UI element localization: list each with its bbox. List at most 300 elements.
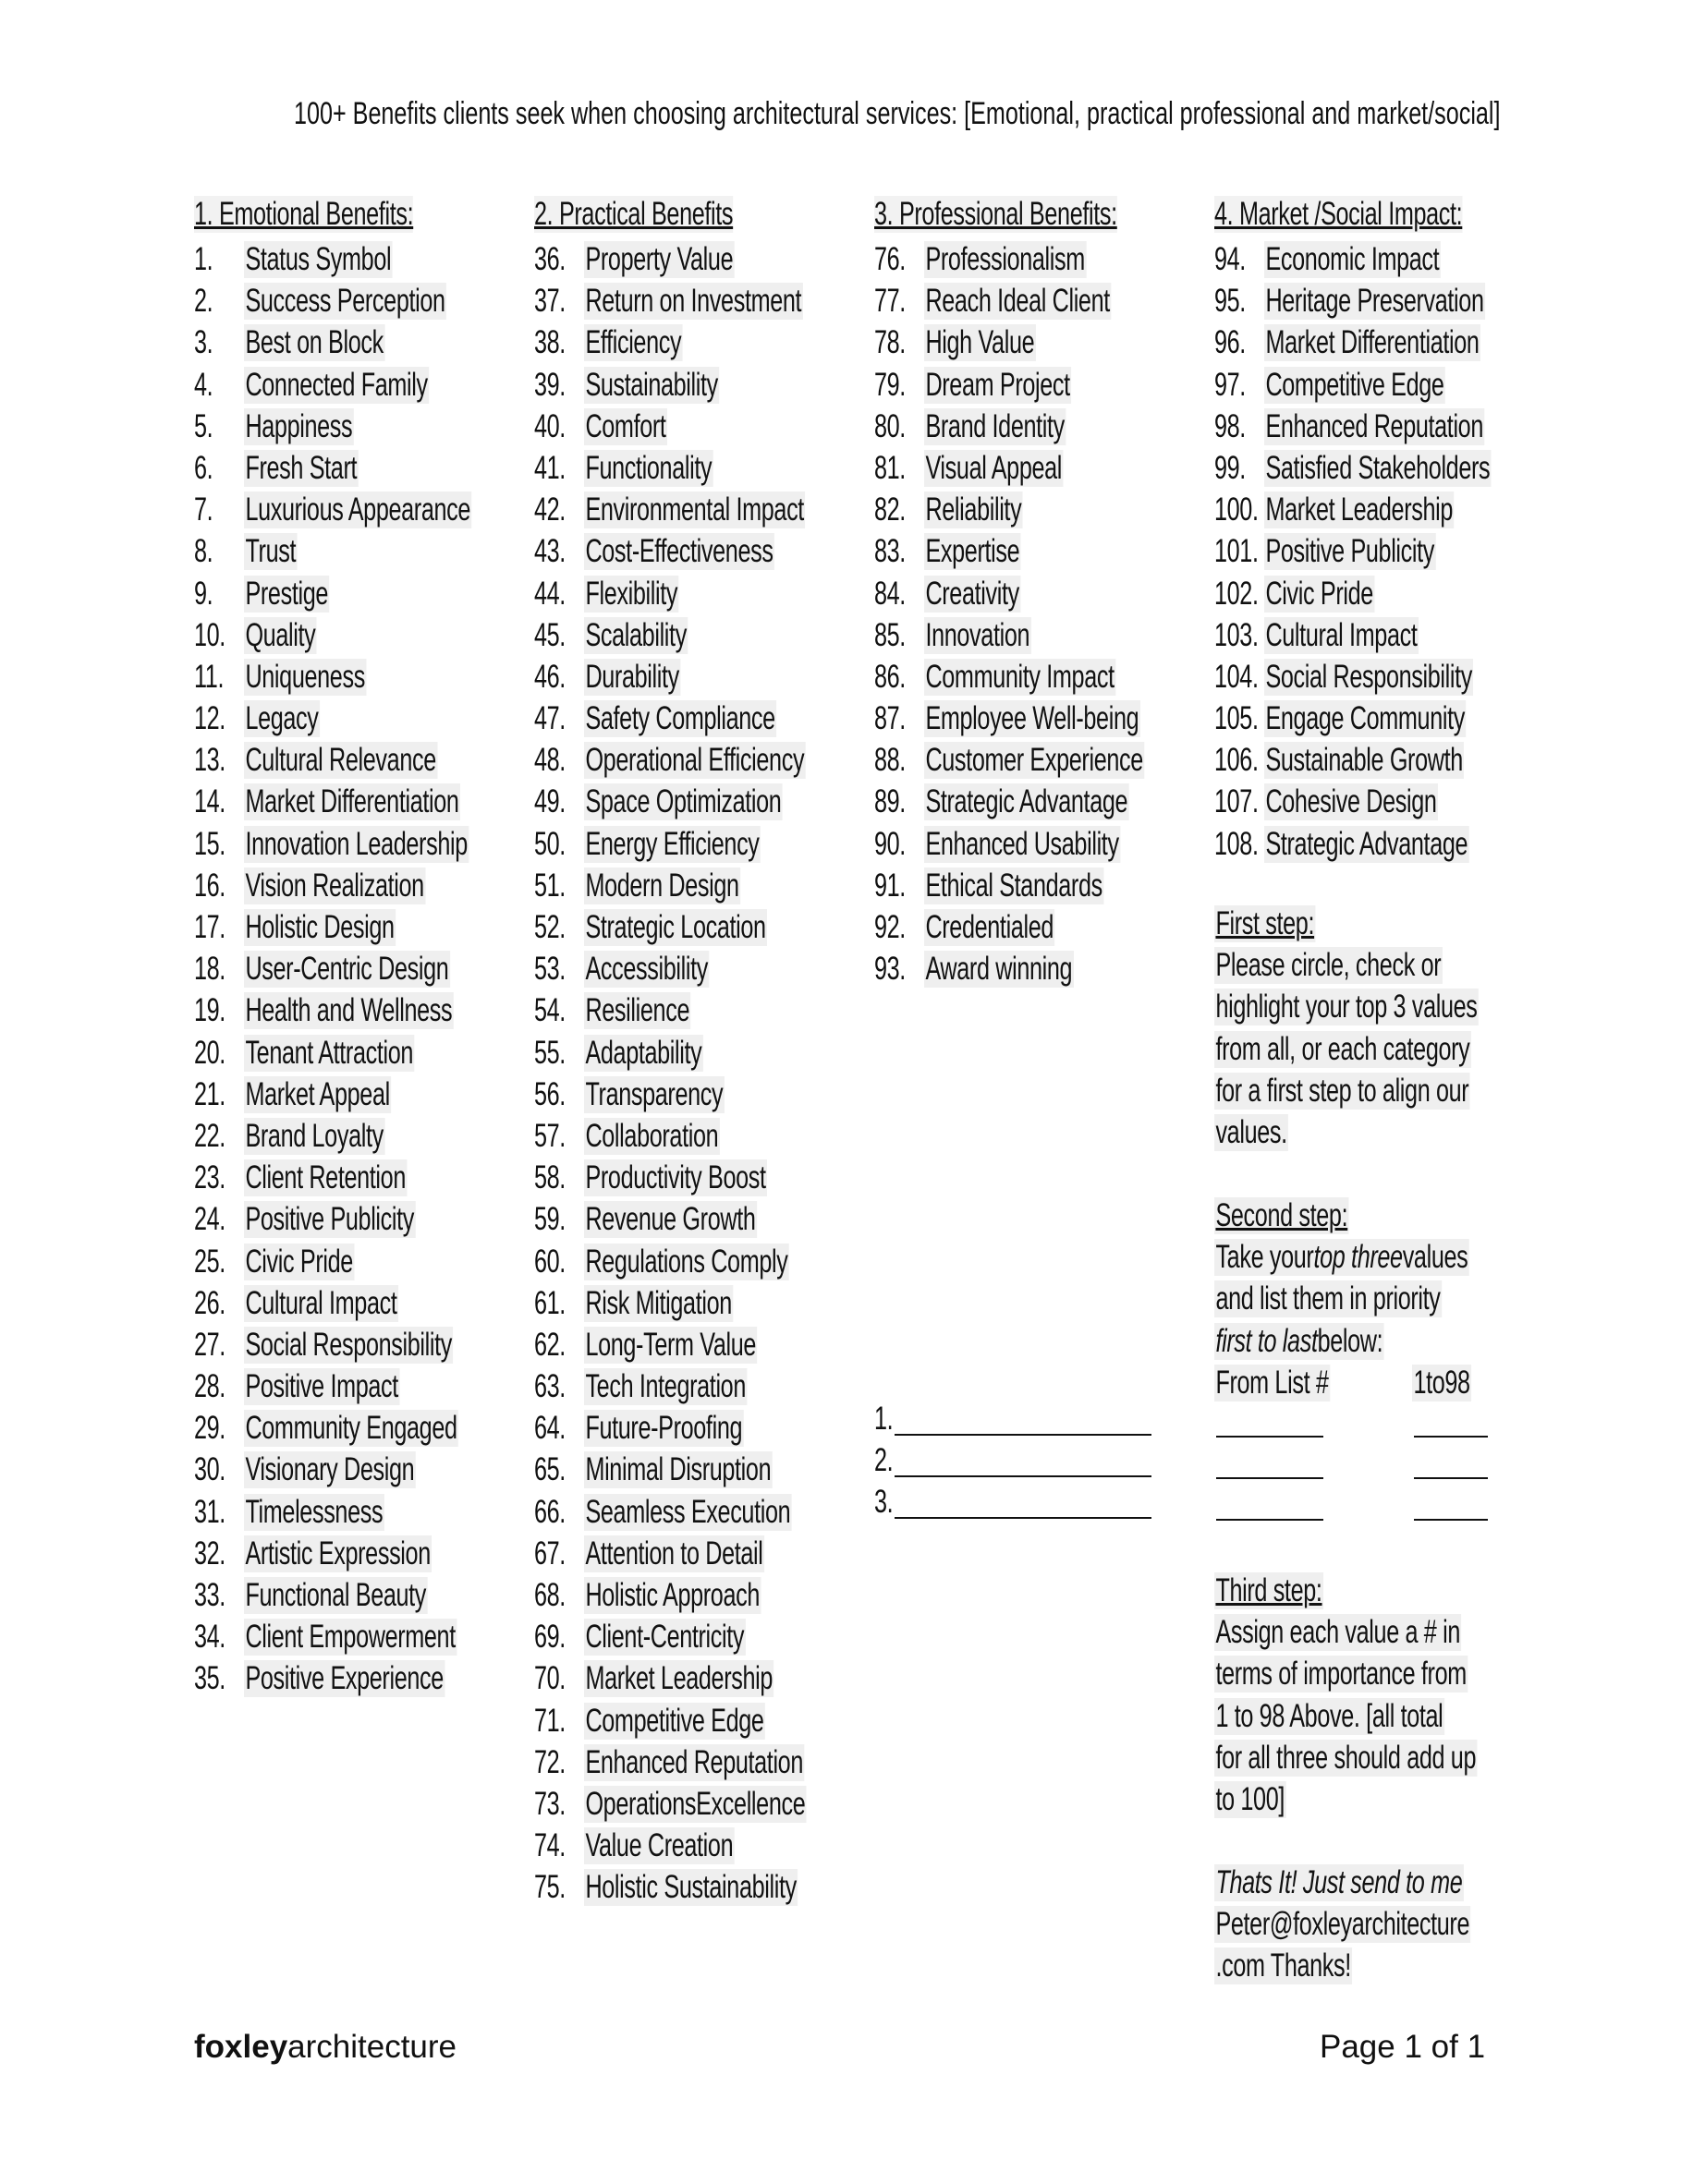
item-number: 59. (534, 1201, 566, 1238)
item-label: Minimal Disruption (585, 1451, 772, 1488)
item-number: 81. (874, 449, 906, 486)
item-label: Best on Block (245, 324, 384, 361)
item-label: Functionality (585, 449, 713, 486)
second-step-heading: Second step: (1215, 1197, 1348, 1233)
list-item (874, 822, 1188, 864)
item-label: Award winning (925, 951, 1073, 988)
item-number: 83. (874, 533, 906, 570)
item-number: 61. (534, 1284, 566, 1321)
item-label: Strategic Advantage (925, 783, 1128, 820)
email-link[interactable]: Peter@foxleyarchitecture (1215, 1906, 1470, 1943)
item-label: Market Appeal (245, 1075, 390, 1112)
list-item (874, 488, 1188, 529)
list-item (194, 780, 508, 821)
list-item (534, 738, 848, 780)
priority-blank-2[interactable] (874, 1442, 1151, 1483)
list-item (534, 529, 848, 571)
list-item (194, 321, 508, 362)
item-number: 8. (194, 533, 213, 570)
list-item (534, 363, 848, 405)
item-number: 7. (194, 491, 213, 528)
item-number: 86. (874, 658, 906, 695)
list-item (194, 279, 508, 321)
list-item (1214, 780, 1529, 821)
column-heading-text: 3. Professional Benefits: (874, 196, 1117, 232)
item-number: 35. (194, 1660, 225, 1697)
column-heading (194, 196, 508, 237)
item-label: Future-Proofing (585, 1410, 743, 1447)
list-item (534, 1741, 848, 1782)
item-number: 36. (534, 241, 566, 277)
list-item (534, 1323, 848, 1365)
item-label: Reach Ideal Client (925, 283, 1110, 320)
list-item (534, 1031, 848, 1073)
list-item (194, 1197, 508, 1239)
item-label: Engage Community (1265, 700, 1466, 737)
item-label: Cultural Impact (1265, 616, 1418, 653)
item-label: Legacy (245, 700, 319, 737)
list-item (534, 1240, 848, 1281)
list-item (534, 655, 848, 697)
item-number: 65. (534, 1451, 566, 1488)
item-number: 38. (534, 324, 566, 361)
list-item (194, 1532, 508, 1573)
item-number: 99. (1214, 449, 1246, 486)
rank-blank[interactable] (1414, 1477, 1488, 1479)
first-step-line: values. (1215, 1113, 1287, 1150)
column-market-social-impact (1214, 196, 1529, 864)
list-item (1214, 822, 1529, 864)
list-item (874, 864, 1188, 905)
item-label: Heritage Preservation (1265, 283, 1484, 320)
item-label: Dream Project (925, 366, 1070, 403)
priority-blank-3[interactable] (874, 1484, 1151, 1524)
list-item (194, 1573, 508, 1615)
item-label: Employee Well-being (925, 700, 1139, 737)
item-label: Tenant Attraction (245, 1034, 414, 1071)
item-number: 66. (534, 1493, 566, 1530)
list-item (1214, 237, 1529, 279)
item-number: 85. (874, 616, 906, 653)
brand-logo (194, 2029, 457, 2066)
list-item (534, 1865, 848, 1907)
item-label: Regulations Comply (585, 1243, 788, 1280)
item-number: 63. (534, 1368, 566, 1405)
list-item (534, 780, 848, 821)
item-number: 15. (194, 825, 225, 862)
item-label: Visual Appeal (925, 449, 1063, 486)
list-item (1214, 529, 1529, 571)
item-number: 32. (194, 1535, 225, 1571)
third-step-line: for all three should add up (1215, 1739, 1477, 1776)
item-number: 26. (194, 1284, 225, 1321)
item-number: 31. (194, 1493, 225, 1530)
item-number: 80. (874, 407, 906, 444)
third-step-heading: Third step: (1215, 1572, 1322, 1608)
text-run: values (1402, 1239, 1468, 1276)
item-label: Creativity (925, 575, 1019, 612)
list-item (194, 1490, 508, 1532)
item-label: User-Centric Design (245, 951, 449, 988)
list-item (534, 697, 848, 738)
item-number: 76. (874, 241, 906, 277)
list-item (1214, 697, 1529, 738)
item-number: 95. (1214, 283, 1246, 320)
item-label: Enhanced Reputation (585, 1743, 803, 1780)
list-item (874, 780, 1188, 821)
third-step-line: terms of importance from (1215, 1656, 1467, 1693)
item-label: Comfort (585, 407, 666, 444)
list-item (534, 1615, 848, 1656)
item-label: OperationsExcellence (585, 1785, 806, 1822)
list-item (1214, 363, 1529, 405)
item-label: Holistic Sustainability (585, 1869, 797, 1906)
second-step-line (1214, 1239, 1469, 1276)
item-number: 60. (534, 1243, 566, 1280)
list-item (194, 947, 508, 989)
item-label: Uniqueness (245, 658, 365, 695)
item-label: Credentialed (925, 909, 1054, 945)
item-label: Risk Mitigation (585, 1284, 732, 1321)
list-item (534, 864, 848, 905)
list-item (874, 446, 1188, 488)
list-item (534, 905, 848, 947)
list-item (534, 1824, 848, 1865)
item-label: Positive Publicity (245, 1201, 415, 1238)
item-label: Positive Experience (245, 1660, 444, 1697)
item-number: 3. (194, 324, 213, 361)
list-item (534, 405, 848, 446)
third-step-section (1214, 1572, 1579, 1823)
item-number: 96. (1214, 324, 1246, 361)
item-label: Civic Pride (245, 1243, 353, 1280)
item-number: 34. (194, 1619, 225, 1656)
item-label: Community Engaged (245, 1410, 457, 1447)
item-number: 50. (534, 825, 566, 862)
item-number: 87. (874, 700, 906, 737)
item-number: 56. (534, 1075, 566, 1112)
list-item (534, 1406, 848, 1448)
item-number: 90. (874, 825, 906, 862)
list-item (194, 1615, 508, 1656)
item-label: Social Responsibility (245, 1326, 452, 1363)
item-label: Tech Integration (585, 1368, 747, 1405)
item-number: 104. (1214, 658, 1259, 695)
item-number: 13. (194, 742, 225, 779)
item-number: 4. (194, 366, 213, 403)
first-step-section (1214, 905, 1581, 1156)
item-label: Productivity Boost (585, 1159, 766, 1196)
item-label: Cohesive Design (1265, 783, 1437, 820)
brand-rest: architecture (287, 2029, 457, 2065)
list-item (534, 321, 848, 362)
item-number: 52. (534, 909, 566, 945)
item-label: Efficiency (585, 324, 682, 361)
item-label: Adaptability (585, 1034, 702, 1071)
item-label: Vision Realization (245, 867, 424, 904)
item-number: 10. (194, 616, 225, 653)
item-label: Client Retention (245, 1159, 406, 1196)
item-number: 105. (1214, 700, 1259, 737)
list-item (194, 405, 508, 446)
list-item (874, 947, 1188, 989)
item-number: 40. (534, 407, 566, 444)
item-label: Cultural Relevance (245, 742, 436, 779)
item-number: 22. (194, 1117, 225, 1154)
list-number-blank[interactable] (1216, 1477, 1323, 1479)
item-number: 20. (194, 1034, 225, 1071)
item-number: 51. (534, 867, 566, 904)
item-label: Ethical Standards (925, 867, 1102, 904)
item-label: Innovation (925, 616, 1030, 653)
list-item (534, 1156, 848, 1197)
item-label: Cost-Effectiveness (585, 533, 773, 570)
item-label: Resilience (585, 992, 690, 1029)
item-label: Prestige (245, 575, 329, 612)
first-step-line: Please circle, check or (1215, 947, 1442, 984)
item-label: Holistic Design (245, 909, 395, 945)
item-number: 24. (194, 1201, 225, 1238)
item-label: Safety Compliance (585, 700, 775, 737)
list-item (874, 237, 1188, 279)
item-label: Enhanced Reputation (1265, 407, 1483, 444)
list-item (534, 822, 848, 864)
item-label: Social Responsibility (1265, 658, 1472, 695)
item-number: 14. (194, 783, 225, 820)
list-item (194, 1156, 508, 1197)
list-item (194, 1365, 508, 1406)
item-number: 57. (534, 1117, 566, 1154)
item-number: 70. (534, 1660, 566, 1697)
item-number: 100. (1214, 491, 1259, 528)
page-number: Page 1 of 1 (1320, 2029, 1486, 2065)
list-item (534, 572, 848, 613)
list-item (1214, 321, 1529, 362)
item-label: Long-Term Value (585, 1326, 757, 1363)
priority-number: 3. (874, 1484, 894, 1520)
item-label: Civic Pride (1265, 575, 1373, 612)
item-number: 37. (534, 283, 566, 320)
item-label: Positive Publicity (1265, 533, 1435, 570)
item-label: Energy Efficiency (585, 825, 760, 862)
item-number: 27. (194, 1326, 225, 1363)
item-number: 55. (534, 1034, 566, 1071)
rank-blank[interactable] (1414, 1436, 1488, 1438)
blank-line (895, 1475, 1151, 1477)
list-item (534, 1656, 848, 1698)
list-item (194, 237, 508, 279)
item-number: 9. (194, 575, 213, 612)
item-number: 16. (194, 867, 225, 904)
list-item (1214, 738, 1529, 780)
list-item (194, 1073, 508, 1114)
item-number: 78. (874, 324, 906, 361)
item-number: 19. (194, 992, 225, 1029)
item-label: Accessibility (585, 951, 708, 988)
second-step-line (1214, 1323, 1384, 1360)
item-number: 101. (1214, 533, 1259, 570)
item-number: 1. (194, 241, 213, 277)
item-label: Customer Experience (925, 742, 1143, 779)
text-run-italic: top three (1313, 1239, 1403, 1276)
list-item (194, 363, 508, 405)
third-step-line: Assign each value a # in (1215, 1614, 1460, 1651)
list-item (194, 1406, 508, 1448)
item-label: Modern Design (585, 867, 739, 904)
list-number-blank[interactable] (1216, 1519, 1323, 1521)
item-label: Market Leadership (585, 1660, 773, 1697)
item-label: Positive Impact (245, 1368, 398, 1405)
item-number: 41. (534, 449, 566, 486)
item-number: 39. (534, 366, 566, 403)
item-number: 28. (194, 1368, 225, 1405)
item-label: Space Optimization (585, 783, 782, 820)
list-item (874, 405, 1188, 446)
first-step-line: highlight your top 3 values (1215, 989, 1478, 1025)
item-number: 2. (194, 283, 213, 320)
column-practical-benefits (534, 196, 848, 1908)
list-item (194, 1323, 508, 1365)
item-label: Value Creation (585, 1827, 734, 1864)
item-label: High Value (925, 324, 1035, 361)
list-item (534, 446, 848, 488)
item-label: Professionalism (925, 241, 1085, 277)
item-number: 103. (1214, 616, 1259, 653)
item-label: Artistic Expression (245, 1535, 431, 1571)
list-item (534, 1782, 848, 1824)
item-number: 88. (874, 742, 906, 779)
list-item (1214, 655, 1529, 697)
item-label: Health and Wellness (245, 992, 453, 1029)
item-number: 74. (534, 1827, 566, 1864)
item-number: 18. (194, 951, 225, 988)
item-label: Trust (245, 533, 297, 570)
second-step-line: and list them in priority (1215, 1280, 1441, 1317)
column-heading-text: 1. Emotional Benefits: (194, 196, 414, 232)
list-item (874, 738, 1188, 780)
item-number: 58. (534, 1159, 566, 1196)
text-run: below: (1317, 1322, 1383, 1359)
first-step-line: from all, or each category (1215, 1030, 1470, 1067)
list-item (194, 1240, 508, 1281)
item-label: Cultural Impact (245, 1284, 397, 1321)
list-item (194, 738, 508, 780)
list-item (534, 1073, 848, 1114)
column-heading (1214, 196, 1529, 237)
list-item (534, 237, 848, 279)
item-number: 30. (194, 1451, 225, 1488)
list-item (194, 697, 508, 738)
item-label: Transparency (585, 1075, 724, 1112)
column-heading-text: 2. Practical Benefits (534, 196, 734, 232)
item-label: Flexibility (585, 575, 678, 612)
item-number: 69. (534, 1619, 566, 1656)
item-label: Return on Investment (585, 283, 802, 320)
item-number: 72. (534, 1743, 566, 1780)
item-number: 82. (874, 491, 906, 528)
first-step-heading: First step: (1215, 905, 1315, 941)
column-heading (874, 196, 1188, 237)
third-step-line: to 100] (1215, 1780, 1285, 1817)
list-item (534, 1532, 848, 1573)
item-number: 48. (534, 742, 566, 779)
priority-blank-1[interactable] (874, 1401, 1151, 1441)
list-item (874, 321, 1188, 362)
item-label: Sustainable Growth (1265, 742, 1463, 779)
item-number: 84. (874, 575, 906, 612)
closing-line: .com Thanks! (1215, 1947, 1351, 1984)
item-number: 102. (1214, 575, 1259, 612)
item-number: 68. (534, 1577, 566, 1613)
item-label: Client Empowerment (245, 1619, 456, 1656)
item-number: 46. (534, 658, 566, 695)
item-label: Property Value (585, 241, 734, 277)
item-number: 107. (1214, 783, 1259, 820)
item-label: Reliability (925, 491, 1022, 528)
item-label: Innovation Leadership (245, 825, 468, 862)
list-item (534, 1114, 848, 1156)
item-number: 5. (194, 407, 213, 444)
list-item (194, 864, 508, 905)
list-item (534, 1699, 848, 1741)
priority-number: 1. (874, 1401, 894, 1437)
item-number: 21. (194, 1075, 225, 1112)
document-title (294, 96, 1693, 144)
list-item (874, 529, 1188, 571)
list-item (534, 613, 848, 655)
list-item (194, 905, 508, 947)
first-step-line: for a first step to align our (1215, 1072, 1469, 1109)
list-item (534, 1197, 848, 1239)
column-heading (534, 196, 848, 237)
item-number: 77. (874, 283, 906, 320)
list-item (534, 1281, 848, 1323)
item-label: Connected Family (245, 366, 428, 403)
item-number: 91. (874, 867, 906, 904)
list-item (534, 279, 848, 321)
item-number: 98. (1214, 407, 1246, 444)
list-item (194, 572, 508, 613)
list-item (874, 363, 1188, 405)
item-number: 73. (534, 1785, 566, 1822)
list-item (194, 1114, 508, 1156)
list-item (1214, 613, 1529, 655)
item-number: 23. (194, 1159, 225, 1196)
rank-blank[interactable] (1414, 1519, 1488, 1521)
list-item (1214, 405, 1529, 446)
list-item (534, 1573, 848, 1615)
item-label: Strategic Advantage (1265, 825, 1468, 862)
item-label: Brand Identity (925, 407, 1065, 444)
item-number: 11. (194, 658, 225, 695)
list-item (874, 655, 1188, 697)
list-number-blank[interactable] (1216, 1436, 1323, 1438)
list-item (874, 572, 1188, 613)
item-label: Timelessness (245, 1493, 384, 1530)
item-label: Status Symbol (245, 241, 392, 277)
item-number: 75. (534, 1869, 566, 1906)
list-item (194, 613, 508, 655)
item-label: Luxurious Appearance (245, 491, 471, 528)
list-item (194, 446, 508, 488)
item-label: Durability (585, 658, 679, 695)
list-item (194, 822, 508, 864)
item-label: Enhanced Usability (925, 825, 1119, 862)
list-item (194, 1281, 508, 1323)
item-label: Expertise (925, 533, 1020, 570)
item-number: 93. (874, 951, 906, 988)
closing-section (1214, 1864, 1570, 1990)
